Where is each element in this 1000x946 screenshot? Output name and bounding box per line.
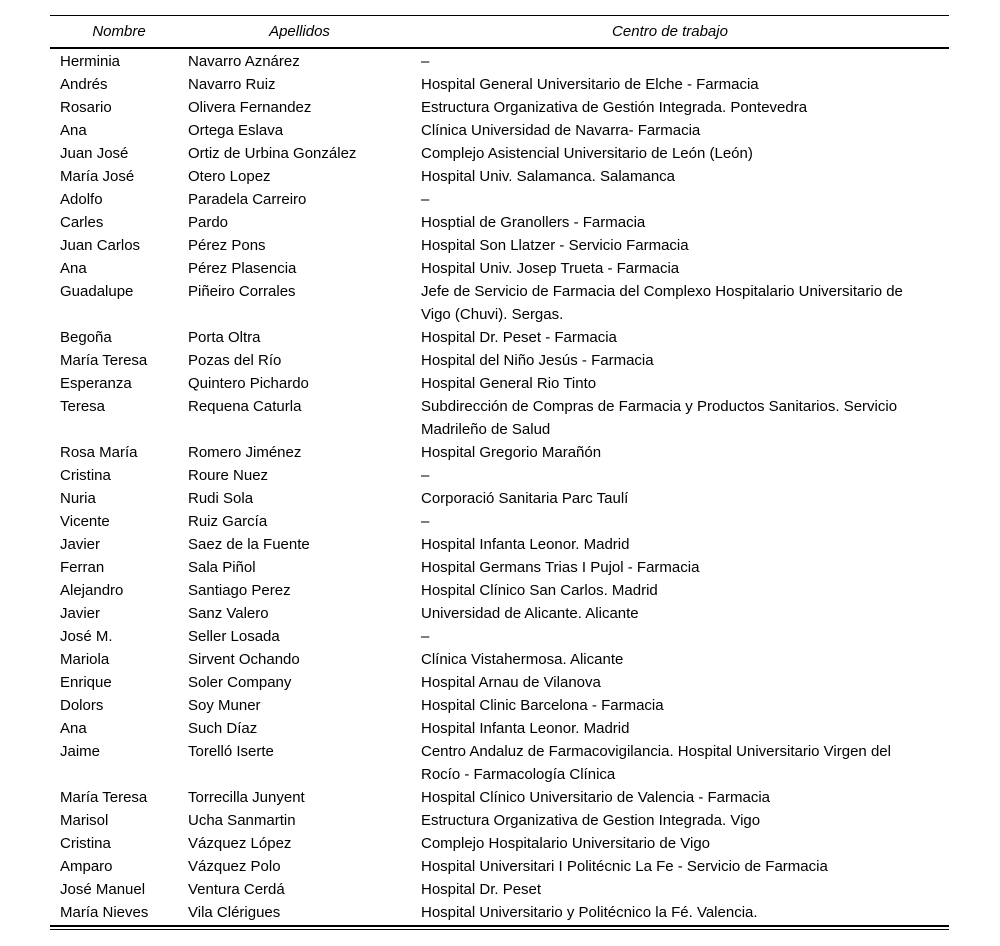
cell-nombre: Javier [60,536,101,553]
cell-nombre: Jaime [60,743,101,760]
table-row [50,740,949,786]
cell-apellidos: Torrecilla Junyent [188,789,305,806]
cell-centro: Hospital Gregorio Marañón [421,444,602,461]
cell-apellidos: Pozas del Río [188,352,282,369]
table-row [50,855,949,878]
cell-centro: Jefe de Servicio de Farmacia del Complexo Hospitalario Universitario de Vigo (Chuvi). Sergas. [421,283,903,323]
cell-apellidos: Sirvent Ochando [188,651,300,668]
table-row [50,786,949,809]
cell-apellidos: Soler Company [188,674,292,691]
cell-apellidos: Otero Lopez [188,168,271,185]
cell-apellidos: Piñeiro Corrales [188,283,296,300]
cell-centro: Hospital Germans Trias I Pujol - Farmacia [421,559,700,576]
cell-centro: Hospital Clínico San Carlos. Madrid [421,582,658,599]
cell-nombre: Begoña [60,329,112,346]
cell-apellidos: Sala Piñol [188,559,256,576]
cell-centro: Clínica Universidad de Navarra- Farmacia [421,122,701,139]
table-row [50,625,949,648]
cell-centro: Corporació Sanitaria Parc Taulí [421,490,629,507]
table-row [50,556,949,579]
cell-centro: – [421,53,430,70]
cell-centro: – [421,191,430,208]
table-row [50,602,949,625]
personnel-table [50,15,949,930]
table-row [50,96,949,119]
cell-centro: Centro Andaluz de Farmacovigilancia. Hospital Universitario Virgen del Rocío - Farmacología Clínica [421,743,891,783]
cell-nombre: Andrés [60,76,108,93]
cell-apellidos: Sanz Valero [188,605,269,622]
table-row [50,694,949,717]
cell-apellidos: Quintero Pichardo [188,375,309,392]
cell-centro: Hospital General Rio Tinto [421,375,597,392]
cell-centro: – [421,467,430,484]
cell-apellidos: Pérez Plasencia [188,260,297,277]
cell-nombre: Ana [60,720,87,737]
table-row [50,372,949,395]
cell-nombre: Ana [60,260,87,277]
cell-centro: Hospital Dr. Peset [421,881,542,898]
table-header [50,16,949,47]
cell-apellidos: Santiago Perez [188,582,291,599]
table-row [50,579,949,602]
cell-centro: Hospital Univ. Josep Trueta - Farmacia [421,260,680,277]
cell-nombre: Ana [60,122,87,139]
cell-nombre: Amparo [60,858,113,875]
table-row [50,441,949,464]
table-row [50,648,949,671]
cell-centro: Hospital Clínico Universitario de Valencia - Farmacia [421,789,771,806]
cell-nombre: Cristina [60,467,111,484]
cell-apellidos: Soy Muner [188,697,261,714]
cell-nombre: Rosa María [60,444,138,461]
cell-apellidos: Requena Caturla [188,398,302,415]
cell-nombre: Carles [60,214,104,231]
table-bottom-rule [50,925,949,927]
cell-centro: Hospital Univ. Salamanca. Salamanca [421,168,676,185]
table-row [50,510,949,533]
cell-nombre: Mariola [60,651,110,668]
header-nombre: Nombre [92,23,146,40]
cell-centro: Hospital Universitario y Politécnico la Fé. Valencia. [421,904,758,921]
table-row [50,349,949,372]
table-row [50,50,949,73]
cell-centro: Hospital Arnau de Vilanova [421,674,601,691]
table-row [50,717,949,740]
cell-nombre: Herminia [60,53,121,70]
cell-nombre: Teresa [60,398,106,415]
cell-centro: Estructura Organizativa de Gestion Integrada. Vigo [421,812,761,829]
cell-apellidos: Ruiz García [188,513,268,530]
cell-nombre: Marisol [60,812,109,829]
cell-nombre: Dolors [60,697,104,714]
cell-apellidos: Navarro Ruiz [188,76,276,93]
cell-centro: Clínica Vistahermosa. Alicante [421,651,624,668]
table-row [50,326,949,349]
header-centro: Centro de trabajo [612,23,728,40]
cell-centro: Complejo Hospitalario Universitario de Vigo [421,835,711,852]
cell-apellidos: Navarro Aznárez [188,53,300,70]
cell-apellidos: Ortega Eslava [188,122,284,139]
cell-apellidos: Vázquez López [188,835,292,852]
cell-nombre: Ferran [60,559,105,576]
cell-centro: Hospital Clinic Barcelona - Farmacia [421,697,664,714]
table-row [50,234,949,257]
cell-apellidos: Vázquez Polo [188,858,281,875]
cell-nombre: Rosario [60,99,112,116]
cell-centro: Hospital Dr. Peset - Farmacia [421,329,617,346]
cell-apellidos: Pardo [188,214,229,231]
table-body [50,49,949,925]
cell-nombre: Esperanza [60,375,132,392]
cell-apellidos: Ortiz de Urbina González [188,145,357,162]
table-row [50,280,949,326]
cell-nombre: Alejandro [60,582,124,599]
table-row [50,142,949,165]
cell-nombre: José Manuel [60,881,146,898]
table-row [50,832,949,855]
cell-nombre: Vicente [60,513,110,530]
table-row [50,671,949,694]
cell-nombre: Juan José [60,145,129,162]
cell-centro: Complejo Asistencial Universitario de León (León) [421,145,753,162]
cell-centro: Hosptial de Granollers - Farmacia [421,214,646,231]
cell-apellidos: Such Díaz [188,720,258,737]
cell-nombre: Javier [60,605,101,622]
table-row [50,533,949,556]
table-row [50,809,949,832]
table-row [50,878,949,901]
table-row [50,487,949,510]
table-row [50,211,949,234]
table-row [50,188,949,211]
table-row [50,901,949,924]
cell-nombre: Nuria [60,490,96,507]
cell-apellidos: Roure Nuez [188,467,269,484]
cell-nombre: María José [60,168,135,185]
cell-nombre: Guadalupe [60,283,134,300]
cell-centro: Universidad de Alicante. Alicante [421,605,639,622]
cell-centro: Hospital del Niño Jesús - Farmacia [421,352,654,369]
cell-nombre: María Nieves [60,904,149,921]
cell-nombre: María Teresa [60,352,148,369]
cell-apellidos: Porta Oltra [188,329,261,346]
cell-nombre: José M. [60,628,113,645]
cell-apellidos: Rudi Sola [188,490,254,507]
cell-centro: Estructura Organizativa de Gestión Integrada. Pontevedra [421,99,808,116]
cell-centro: Hospital Universitari I Politécnic La Fe - Servicio de Farmacia [421,858,828,875]
cell-centro: Hospital Infanta Leonor. Madrid [421,536,630,553]
cell-nombre: Juan Carlos [60,237,141,254]
cell-centro: – [421,628,430,645]
cell-centro: Subdirección de Compras de Farmacia y Productos Sanitarios. Servicio Madrileño de Salud [421,398,898,438]
cell-centro: Hospital General Universitario de Elche - Farmacia [421,76,759,93]
table-bottom-rule-secondary [50,929,949,930]
table-row [50,119,949,142]
cell-apellidos: Pérez Pons [188,237,266,254]
cell-centro: Hospital Infanta Leonor. Madrid [421,720,630,737]
table-row [50,464,949,487]
cell-apellidos: Torelló Iserte [188,743,274,760]
cell-nombre: Cristina [60,835,111,852]
header-apellidos: Apellidos [269,23,330,40]
cell-apellidos: Ventura Cerdá [188,881,285,898]
cell-centro: – [421,513,430,530]
cell-apellidos: Seller Losada [188,628,280,645]
table-row [50,257,949,280]
cell-nombre: Adolfo [60,191,103,208]
cell-nombre: Enrique [60,674,112,691]
cell-nombre: María Teresa [60,789,148,806]
cell-apellidos: Olivera Fernandez [188,99,312,116]
cell-apellidos: Romero Jiménez [188,444,302,461]
cell-apellidos: Ucha Sanmartin [188,812,296,829]
table-row [50,395,949,441]
cell-centro: Hospital Son Llatzer - Servicio Farmacia [421,237,689,254]
cell-apellidos: Paradela Carreiro [188,191,307,208]
cell-apellidos: Saez de la Fuente [188,536,310,553]
table-row [50,73,949,96]
table-row [50,165,949,188]
cell-apellidos: Vila Clérigues [188,904,281,921]
